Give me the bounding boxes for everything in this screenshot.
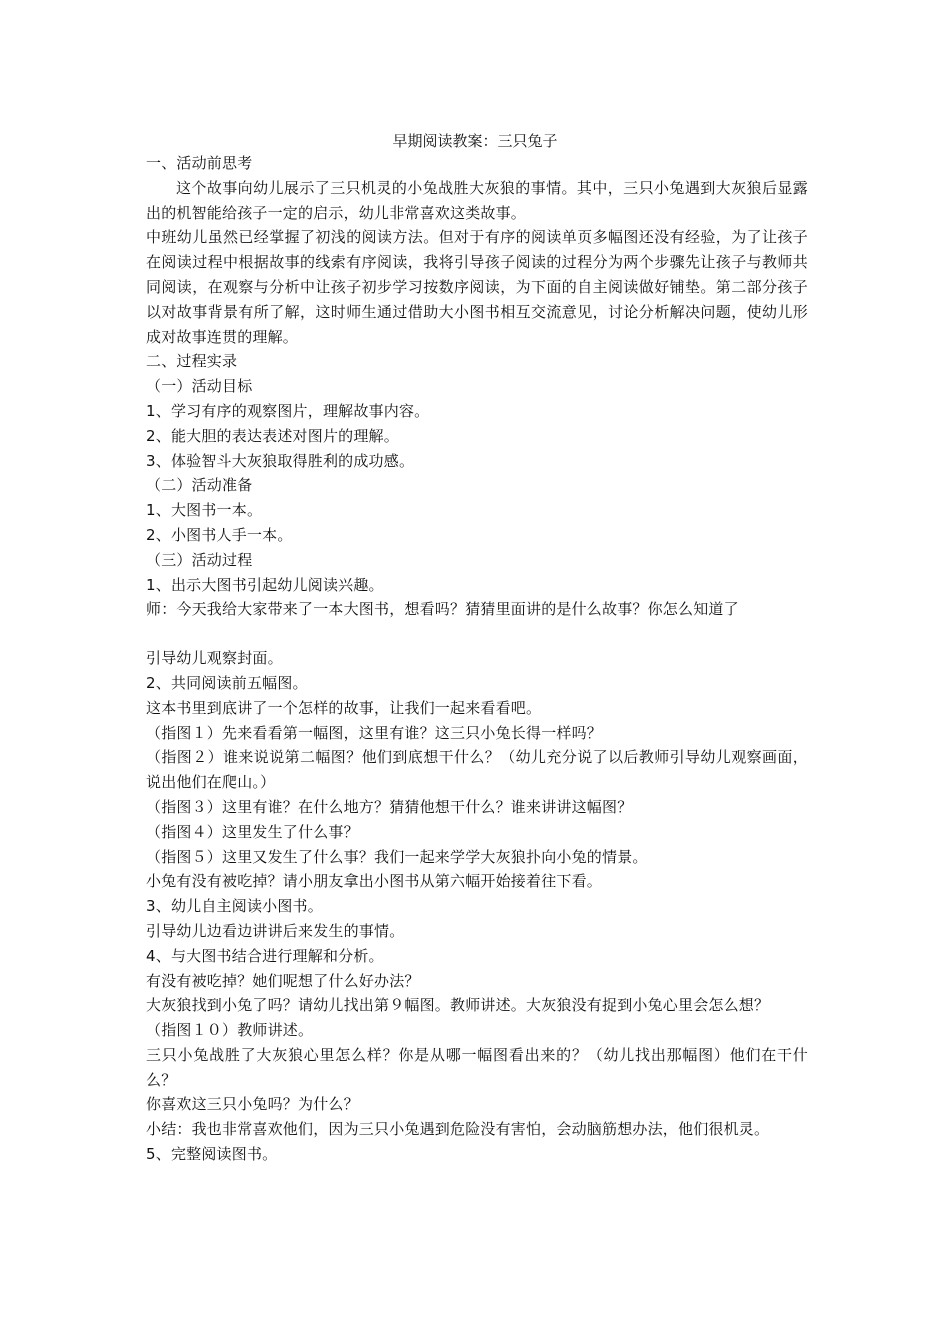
blank-line — [146, 622, 808, 646]
list-item: 2、共同阅读前五幅图。 — [146, 673, 308, 692]
paragraph: 引导幼儿边看边讲讲后来发生的事情。 — [146, 921, 405, 940]
paragraph: （指图３）这里有谁？在什么地方？猜猜他想干什么？谁来讲讲这幅图？ — [146, 797, 633, 816]
paragraph: 小兔有没有被吃掉？请小朋友拿出小图书从第六幅开始接着往下看。 — [146, 872, 603, 891]
paragraph: 你喜欢这三只小兔吗？为什么？ — [146, 1095, 359, 1114]
paragraph: 有没有被吃掉？她们呢想了什么好办法？ — [146, 971, 420, 990]
paragraph: 这本书里到底讲了一个怎样的故事，让我们一起来看看吧。 — [146, 698, 542, 717]
list-item: 3、幼儿自主阅读小图书。 — [146, 897, 323, 916]
subsection-heading: （一）活动目标 — [146, 377, 253, 396]
subsection-heading: （二）活动准备 — [146, 476, 253, 495]
paragraph: 引导幼儿观察封面。 — [146, 649, 283, 668]
paragraph: （指图５）这里又发生了什么事？我们一起来学学大灰狼扑向小兔的情景。 — [146, 847, 648, 866]
paragraph: （指图４）这里发生了什么事？ — [146, 822, 359, 841]
paragraph: （指图１０）教师讲述。 — [146, 1021, 314, 1040]
paragraph: 三只小兔战胜了大灰狼心里怎么样？你是从哪一幅图看出来的？（幼儿找出那幅图）他们在干什么？ — [146, 1045, 808, 1089]
list-item: 2、能大胆的表达表述对图片的理解。 — [146, 426, 399, 445]
section-heading: 二、过程实录 — [146, 352, 238, 371]
paragraph: 这个故事向幼儿展示了三只机灵的小兔战胜大灰狼的事情。其中，三只小兔遇到大灰狼后显露出的机智能给孩子一定的启示，幼儿非常喜欢这类故事。 — [146, 178, 808, 222]
section-heading: 一、活动前思考 — [146, 154, 253, 172]
list-item: 5、完整阅读图书。 — [146, 1145, 278, 1164]
paragraph: 师：今天我给大家带来了一本大图书，想看吗？猜猜里面讲的是什么故事？你怎么知道了 — [146, 600, 739, 619]
subsection-heading: （三）活动过程 — [146, 550, 253, 569]
list-item: 1、大图书一本。 — [146, 501, 263, 520]
paragraph: （指图２）谁来说说第二幅图？他们到底想干什么？（幼儿充分说了以后教师引导幼儿观察画面，说出他们在爬山。） — [146, 748, 808, 792]
list-item: 2、小图书人手一本。 — [146, 525, 293, 544]
list-item: 4、与大图书结合进行理解和分析。 — [146, 946, 384, 965]
paragraph: 中班幼儿虽然已经掌握了初浅的阅读方法。但对于有序的阅读单页多幅图还没有经验，为了让孩子在阅读过程中根据故事的线索有序阅读，我将引导孩子阅读的过程分为两个步骤先让孩子与教师共同阅读，在观察与分析中让孩子初步学习按数序阅读，为下面的自主阅读做好铺垫。第二部分孩子以对故事背景有所了解，这时师生通过借助大小图书相互交流意见，讨论分析解决问题，使幼儿形成对故事连贯的理解。 — [146, 228, 808, 346]
document-body — [146, 151, 808, 1167]
list-item: 1、出示大图书引起幼儿阅读兴趣。 — [146, 575, 384, 594]
list-item: 1、学习有序的观察图片，理解故事内容。 — [146, 401, 430, 420]
paragraph: 小结：我也非常喜欢他们，因为三只小兔遇到危险没有害怕，会动脑筋想办法，他们很机灵。 — [146, 1120, 770, 1139]
list-item: 3、体验智斗大灰狼取得胜利的成功感。 — [146, 451, 415, 470]
paragraph: （指图１）先来看看第一幅图，这里有谁？这三只小兔长得一样吗？ — [146, 723, 603, 742]
paragraph: 大灰狼找到小兔了吗？请幼儿找出第９幅图。教师讲述。大灰狼没有捉到小兔心里会怎么想？ — [146, 996, 770, 1015]
document-title: 早期阅读教案：三只兔子 — [392, 132, 558, 150]
